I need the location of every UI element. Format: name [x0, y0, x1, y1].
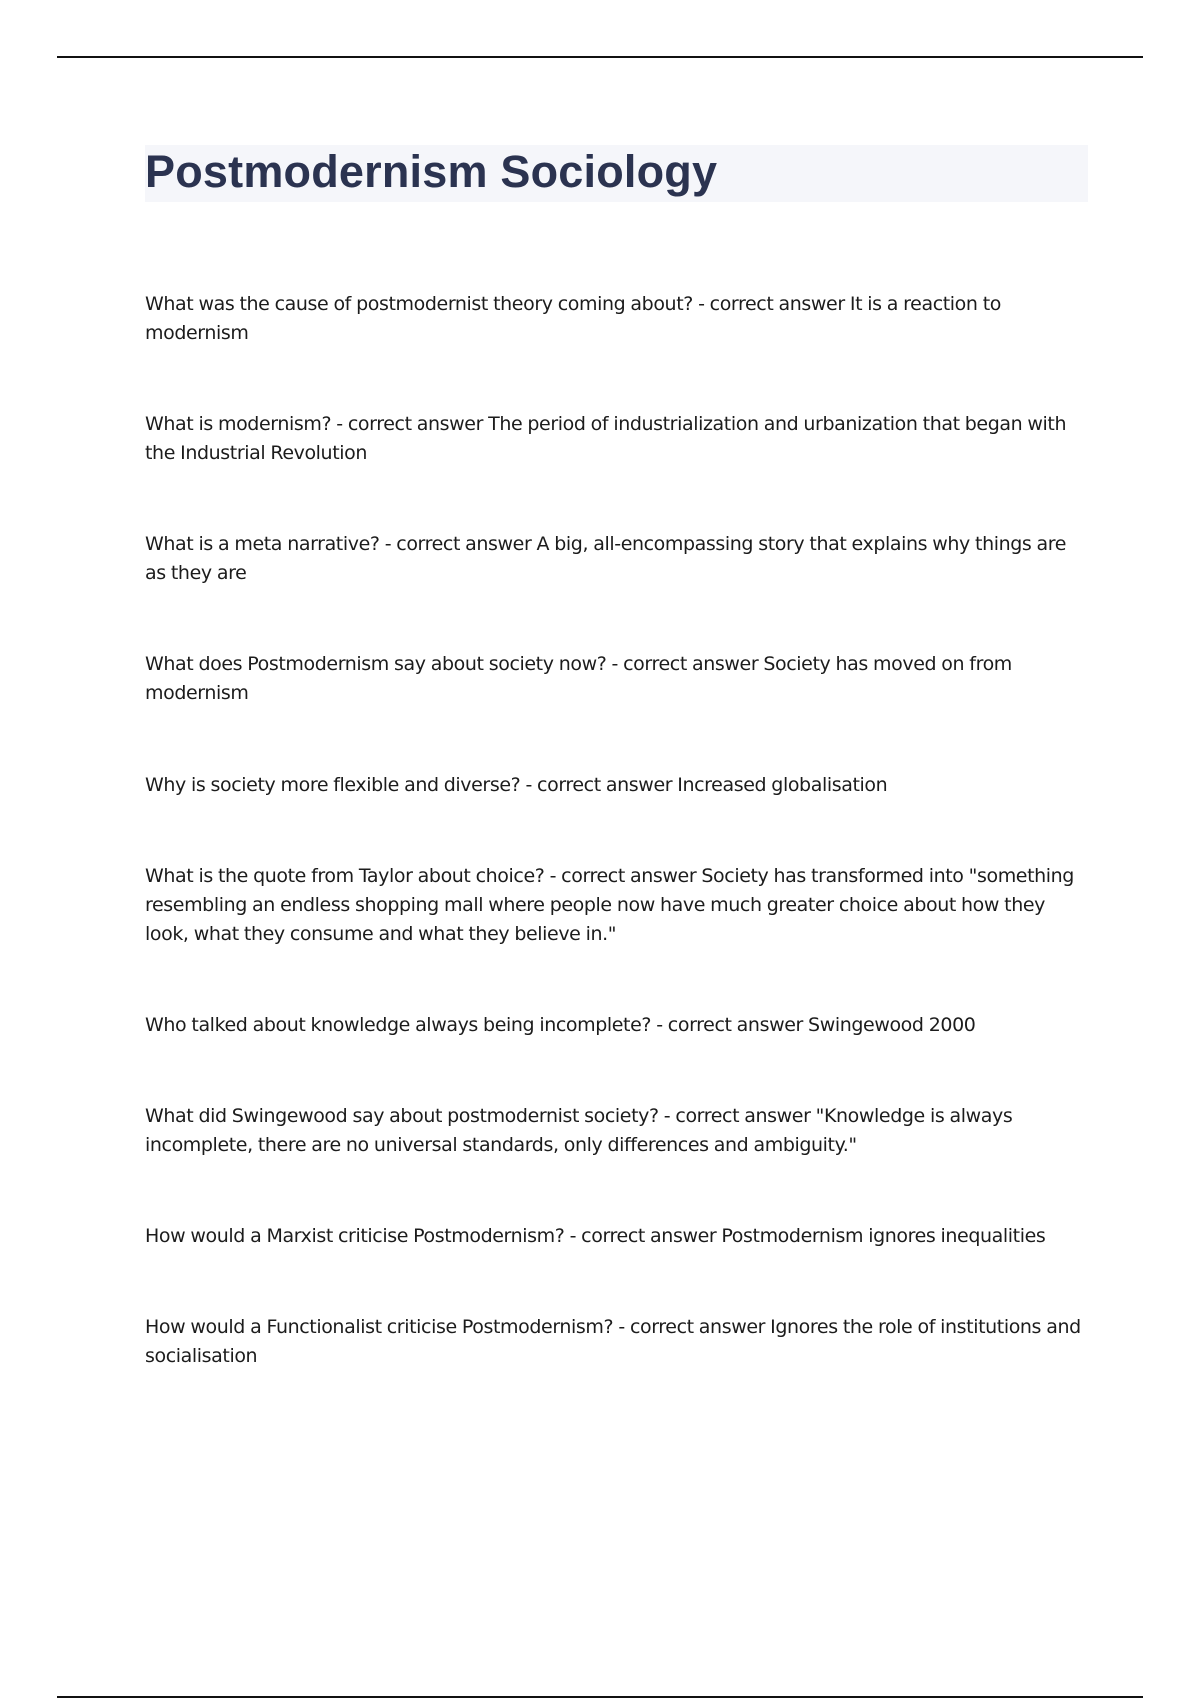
qa-entry-8: What did Swingewood say about postmodernist society? - correct answer "Knowledge is always incomplete, there are no universal standards, only differences and ambiguity.": [145, 1105, 1013, 1156]
qa-entry-5: Why is society more flexible and diverse? - correct answer Increased globalisation: [145, 774, 888, 796]
bottom-rule: [57, 1696, 1143, 1698]
qa-entry-6: What is the quote from Taylor about choice? - correct answer Society has transformed into "something resembling an endless shopping mall where people now have much greater choice about how they look, what they consume and what they believe in.": [145, 865, 1074, 945]
qa-entry-1: What was the cause of postmodernist theory coming about? - correct answer It is a reaction to modernism: [145, 293, 1001, 344]
top-rule: [57, 56, 1143, 58]
qa-entry-10: How would a Functionalist criticise Postmodernism? - correct answer Ignores the role of institutions and socialisation: [145, 1316, 1081, 1367]
qa-entry-3: What is a meta narrative? - correct answer A big, all-encompassing story that explains why things are as they are: [145, 533, 1067, 584]
qa-entry-9: How would a Marxist criticise Postmodernism? - correct answer Postmodernism ignores inequalities: [145, 1225, 1046, 1247]
qa-entry-2: What is modernism? - correct answer The period of industrialization and urbanization that began with the Industrial Revolution: [145, 413, 1067, 464]
qa-entry-4: What does Postmodernism say about society now? - correct answer Society has moved on from modernism: [145, 653, 1012, 704]
page-title: Postmodernism Sociology: [145, 146, 718, 197]
qa-entry-7: Who talked about knowledge always being incomplete? - correct answer Swingewood 2000: [145, 1014, 976, 1036]
